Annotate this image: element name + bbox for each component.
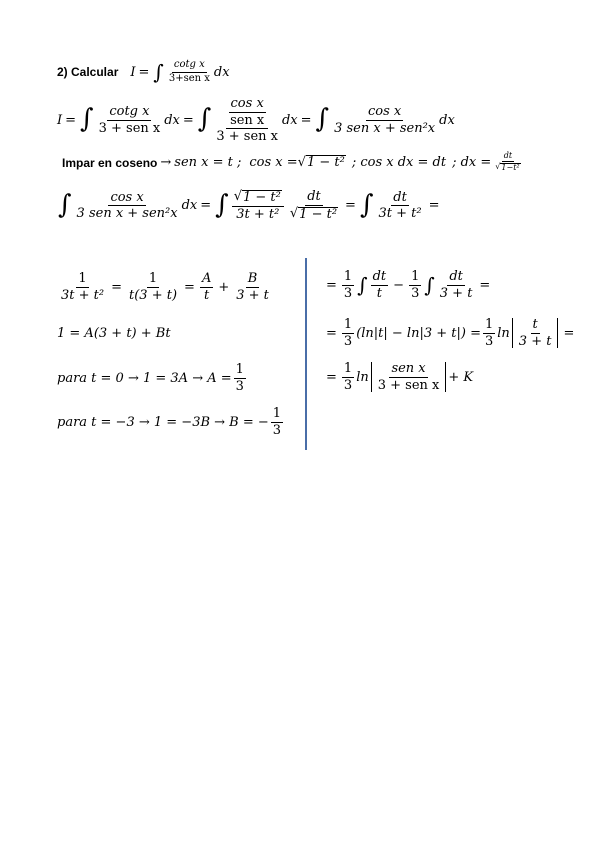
substitution-label: Impar en coseno [62,155,158,170]
problem-label: 2) Calcular [57,65,119,79]
problem-statement: 2) Calcular I = ∫ $\frac{\text{cotg x}}{\text{3+sen x}}$ dx [57,59,230,84]
fraction-5: √ 1 − t² 3t + t² [232,190,284,222]
integral-sign: ∫ [424,273,435,298]
column-divider [305,258,307,450]
fraction-6: dt √ 1 − t² [289,189,338,222]
solve-a-line: para t = 0 → 1 = 3A → A = $\frac{1}{3}$ [57,362,244,394]
integral-sign: ∫ [197,104,212,135]
integral-sign: ∫ [215,189,229,220]
identity-line: 1 = A(3 + t) + Bt [57,326,171,341]
integral-sign: ∫ [357,273,368,298]
fraction-4: $\frac{\text{cos x}}{\text{3 sen x + sen²x}}$ [76,189,178,222]
partial-fraction-line: $\frac{1}{\text{3t + t²}}$ = $\frac{1}{t(3 + t)}$ = $\frac{A}{t}$ + $\frac{B}{3 + t}$ [61,271,269,303]
integral-sign: ∫ [359,189,374,220]
integral-sign: ∫ [153,60,164,84]
dx-fraction: dt √ 1−t² [495,151,520,173]
solve-b-line: para t = −3 → 1 = −3B → B = − $\frac{1}{3}$ [57,406,282,438]
fraction-1: $\frac{\text{cotg x}}{\text{3 + sen x}}$ [98,104,161,136]
result-line-2: = $\frac{1}{3}$ (ln|t| − ln|3 + t|) = $\frac{1}{3}$ ln $\frac{t}{3 + t}$ = [326,317,575,349]
substitution-line: Impar en coseno → sen x = t ; cos x = √ 1 − t² ; cos x dx = dt ; dx = dt √ 1−t² [62,152,525,173]
integral-name: I [130,64,136,80]
integral-sign: ∫ [80,104,94,135]
result-line-3: = $\frac{1}{3}$ ln $\frac{\text{sen x}}{\text{3 + sen x}}$ + K [326,361,474,393]
intro-fraction: $\frac{\text{cotg x}}{\text{3+sen x}}$ [168,59,210,84]
fraction-3: $\frac{\text{cos x}}{\text{3 sen x + sen²x}}$ [334,104,436,136]
intro-dx: dx [213,64,230,80]
fraction-7: $\frac{dt}{\text{3t + t²}}$ [378,189,422,222]
integral-sign: ∫ [315,104,330,135]
fraction-2: $\frac{\frac{\text{cos x}}{\text{sen x}}}{\text{3 + sen x}}$ [216,96,278,145]
equation-line-3: ∫ $\frac{\text{cos x}}{\text{3 sen x + sen²x}}$ dx = ∫ √ 1 − t² 3t + t² dt √ 1 − t² = ∫ $\frac{dt}{\text{3t + t²}}$ = [58,189,440,223]
result-line-1: = $\frac{1}{3}$ ∫ $\frac{dt}{t}$ − $\frac{1}{3}$ ∫ $\frac{dt}{3 + t}$ = [326,269,491,301]
integral-sign: ∫ [58,189,72,220]
equation-line-1: I = ∫ $\frac{\text{cotg x}}{\text{3 + sen x}}$ dx = ∫ $\frac{\frac{\text{cos x}}{\text{sen x}}}{\text{3 + sen x}}$ dx = ∫ $\frac{\text{cos x}}{\text{3 sen x + sen²x}}$ dx [57,96,455,145]
